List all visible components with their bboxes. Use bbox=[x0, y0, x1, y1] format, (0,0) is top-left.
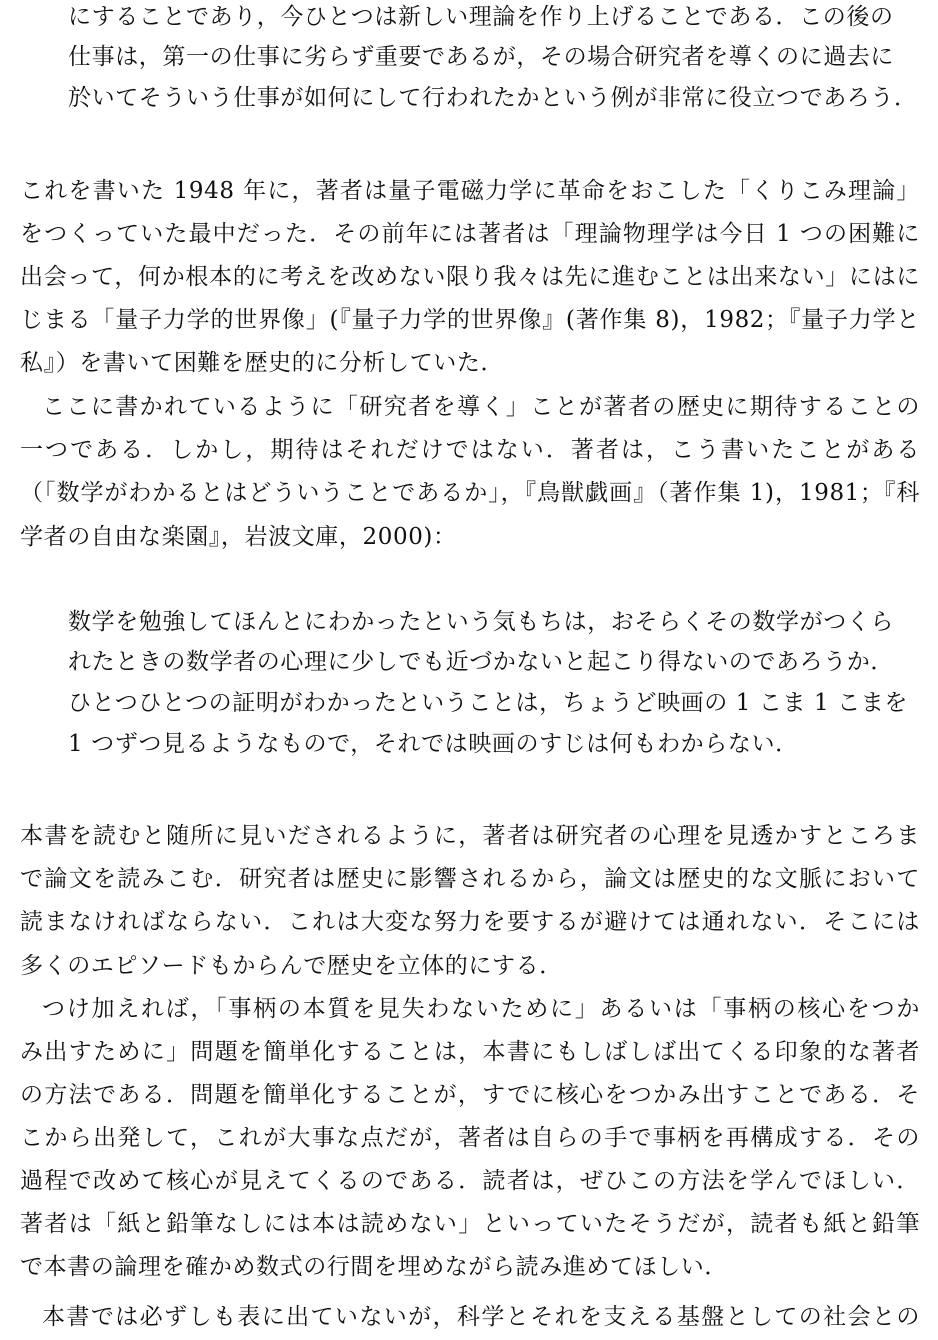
quote-line: 1 つずつ見るようなもので，それでは映画のすじは何もわからない． bbox=[68, 731, 799, 757]
text-line: （「数学がわかるとはどういうことであるか」，『鳥獣戯画』（著作集 1)，1981；『科 bbox=[20, 480, 920, 506]
text-line: 読まなければならない．これは大変な努力を要するが避けては通れない．そこには bbox=[20, 909, 920, 935]
text-line: をつくっていた最中だった．その前年には著者は「理論物理学は今日 1 つの困難に bbox=[20, 221, 920, 247]
text-line: み出すために」問題を簡単化することは，本書にもしばしば出てくる印象的な著者 bbox=[20, 1039, 920, 1065]
quote-line: ひとつひとつの証明がわかったということは，ちょうど映画の 1 こま 1 こまを bbox=[68, 690, 908, 716]
quote-line: れたときの数学者の心理に少しでも近づかないと起こり得ないのであろうか． bbox=[68, 649, 894, 675]
text-line: こから出発して，これが大事な点だが，著者は自らの手で事柄を再構成する．その bbox=[20, 1125, 920, 1151]
text-line: で本書の論理を確かめ数式の行間を埋めながら読み進めてほしい． bbox=[20, 1254, 728, 1280]
text-line: 私』）を書いて困難を歴史的に分析していた． bbox=[20, 350, 505, 376]
text-line: 本書を読むと随所に見いだされるように，著者は研究者の心理を見透かすところま bbox=[20, 823, 920, 849]
text-line: で論文を読みこむ．研究者は歴史に影響されるから，論文は歴史的な文脈において bbox=[20, 866, 920, 892]
text-line: つけ加えれば，「事柄の本質を見失わないために」あるいは「事柄の核心をつか bbox=[42, 996, 920, 1022]
text-line: これを書いた 1948 年に，著者は量子電磁力学に革命をおこした「くりこみ理論」 bbox=[20, 178, 920, 204]
text-line: 多くのエピソードもからんで歴史を立体的にする． bbox=[20, 953, 563, 979]
text-line: 著者は「紙と鉛筆なしには本は読めない」といっていたそうだが，読者も紙と鉛筆 bbox=[20, 1211, 920, 1237]
text-line: の方法である．問題を簡単化することが，すでに核心をつかみ出すことである．そ bbox=[20, 1082, 920, 1108]
text-line: 学者の自由な楽園』，岩波文庫，2000)： bbox=[20, 524, 457, 550]
quote-line: 仕事は，第一の仕事に劣らず重要であるが，その場合研究者を導くのに過去に bbox=[68, 44, 894, 70]
quote-line: 於いてそういう仕事が如何にして行われたかという例が非常に役立つであろう． bbox=[68, 85, 918, 111]
text-line: 一つである．しかし，期待はそれだけではない．著者は，こう書いたことがある bbox=[20, 437, 920, 463]
text-line: じまる「量子力学的世界像」(『量子力学的世界像』(著作集 8)，1982；『量子力学と bbox=[20, 307, 920, 333]
quote-line: 数学を勉強してほんとにわかったという気もちは，おそらくその数学がつくら bbox=[68, 609, 894, 635]
text-line: 本書では必ずしも表に出ていないが，科学とそれを支える基盤としての社会との bbox=[42, 1304, 920, 1330]
text-line: 過程で改めて核心が見えてくるのである．読者は，ぜひこの方法を学んでほしい． bbox=[20, 1168, 920, 1194]
quote-line: にすることであり，今ひとつは新しい理論を作り上げることである．この後の bbox=[68, 4, 894, 30]
text-line: 出会って，何か根本的に考えを改めない限り我々は先に進むことは出来ない」にはに bbox=[20, 264, 920, 290]
text-line: ここに書かれているように「研究者を導く」ことが著者の歴史に期待することの bbox=[42, 394, 920, 420]
